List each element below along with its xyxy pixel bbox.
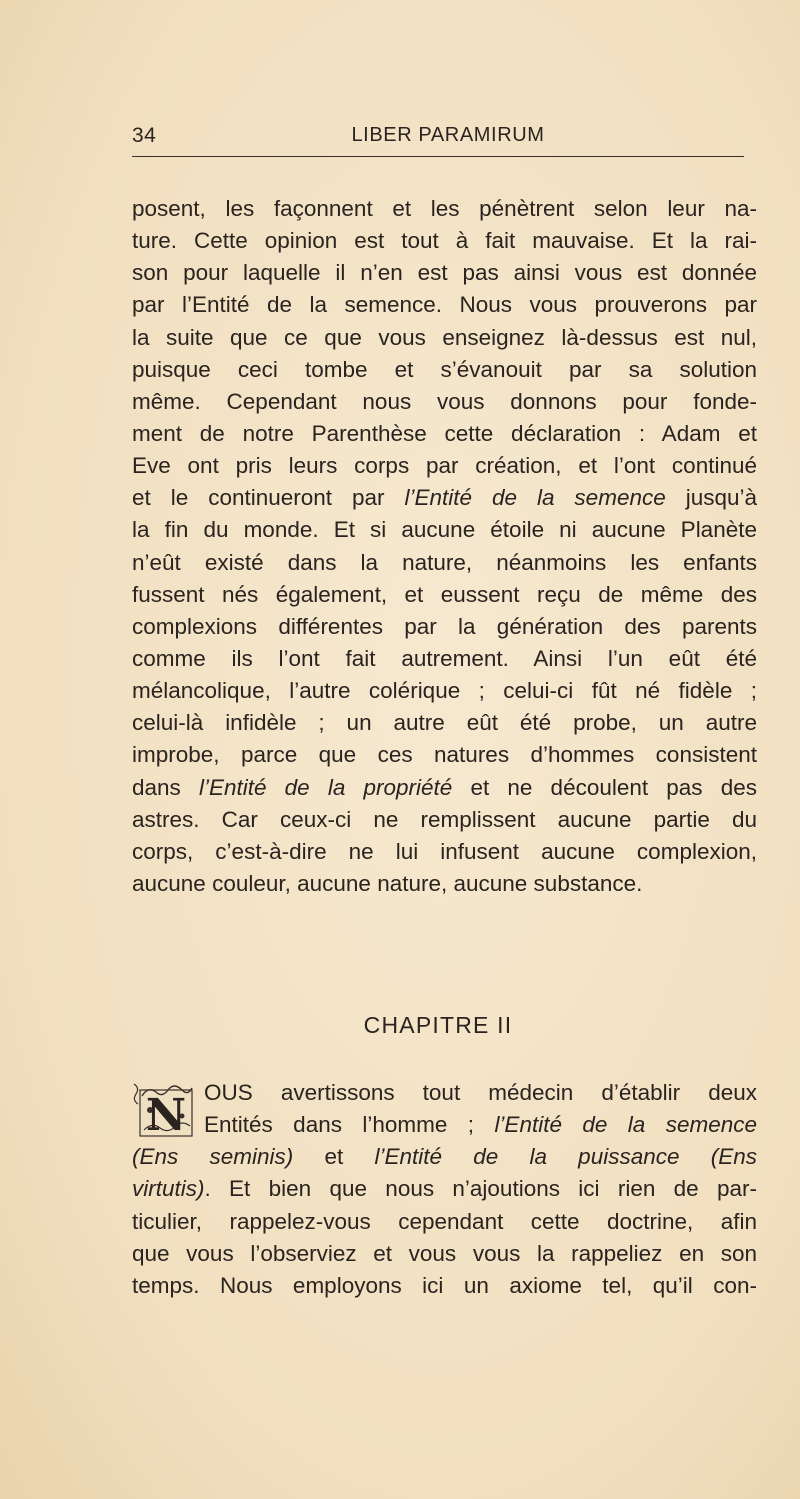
italic-term: (Ens [679,1144,757,1170]
text-line: posent, les façonnent et les pénètrent selon leur na- [132,196,757,221]
text-line: OUS avertissons tout médecin d’établir deux [204,1080,757,1105]
text-line: comme ils l’ont fait autrement. Ainsi l’un eût été [132,645,757,671]
text-line: complexions différentes par la génération des parents [132,613,757,639]
text-line: son pour laquelle il n’en est pas ainsi vous est donnée [132,260,757,286]
text-run: . Et bien que nous n’ajoutions ici rien de par- [204,1176,757,1202]
text-line: temps. Nous employons ici un axiome tel, qu’il con- [132,1272,757,1298]
text-line: ture. Cette opinion est tout à fait mauvaise. Et la rai- [132,228,757,254]
italic-term: virtutis) [132,1176,205,1202]
text-line: mélancolique, l’autre colérique ; celui-ci fût né fidèle ; [132,678,757,704]
paragraph-body [132,193,757,900]
chapter-body [132,1077,757,1302]
text-line: aucune couleur, aucune nature, aucune substance. [132,870,643,896]
text-line: Eve ont pris leurs corps par création, et l’ont continué [132,453,757,479]
text-line [132,482,757,514]
text-line [132,772,757,804]
text-line: par l’Entité de la semence. Nous vous prouverons par [132,292,757,318]
page-header [132,124,744,154]
text-line: corps, c’est-à-dire ne lui infusent aucune complexion, [132,838,757,864]
text-line: fussent nés également, et eussent reçu de même des [132,581,757,607]
ornamental-dropcap-icon [132,1080,202,1144]
page-number: 34 [132,124,157,147]
dropcap-letter: N [145,1090,187,1141]
text-line: ticulier, rappelez-vous cependant cette doctrine, afin [132,1208,757,1234]
text-line: n’eût existé dans la nature, néanmoins les enfants [132,549,757,575]
text-line [132,1173,757,1205]
italic-term: l’Entité de la semence [404,485,666,511]
text-line [132,1141,757,1173]
text-line: improbe, parce que ces natures d’hommes consistent [132,742,757,768]
text-line: puisque ceci tombe et s’évanouit par sa solution [132,356,757,382]
text-run: et [293,1144,375,1170]
text-line: même. Cependant nous vous donnons pour fonde- [132,388,757,414]
text-run: dans [132,774,199,800]
chapter-title: CHAPITRE II [363,1012,513,1038]
text-line: la fin du monde. Et si aucune étoile ni aucune Planète [132,517,757,543]
text-run: Entités dans l’homme ; [204,1112,495,1138]
text-run: et le continueront par [132,485,405,511]
text-line [132,1109,757,1141]
text-line: la suite que ce que vous enseignez là-dessus est nul, [132,324,757,350]
text-run: jusqu’à [665,485,757,511]
header-rule [132,156,744,157]
text-run: et ne découlent pas des [452,774,757,800]
running-title: LIBER PARAMIRUM [351,124,545,146]
italic-term: l’Entité de la semence [494,1112,757,1138]
italic-term: (Ens seminis) [132,1144,294,1170]
italic-term: l’Entité de la puissance [374,1144,680,1170]
text-line: ment de notre Parenthèse cette déclaration : Adam et [132,420,757,446]
text-line: celui-là infidèle ; un autre eût été probe, un autre [132,710,757,736]
text-line: que vous l’observiez et vous vous la rappeliez en son [132,1240,757,1266]
italic-term: l’Entité de la propriété [198,774,453,800]
text-line: astres. Car ceux-ci ne remplissent aucune partie du [132,806,757,832]
